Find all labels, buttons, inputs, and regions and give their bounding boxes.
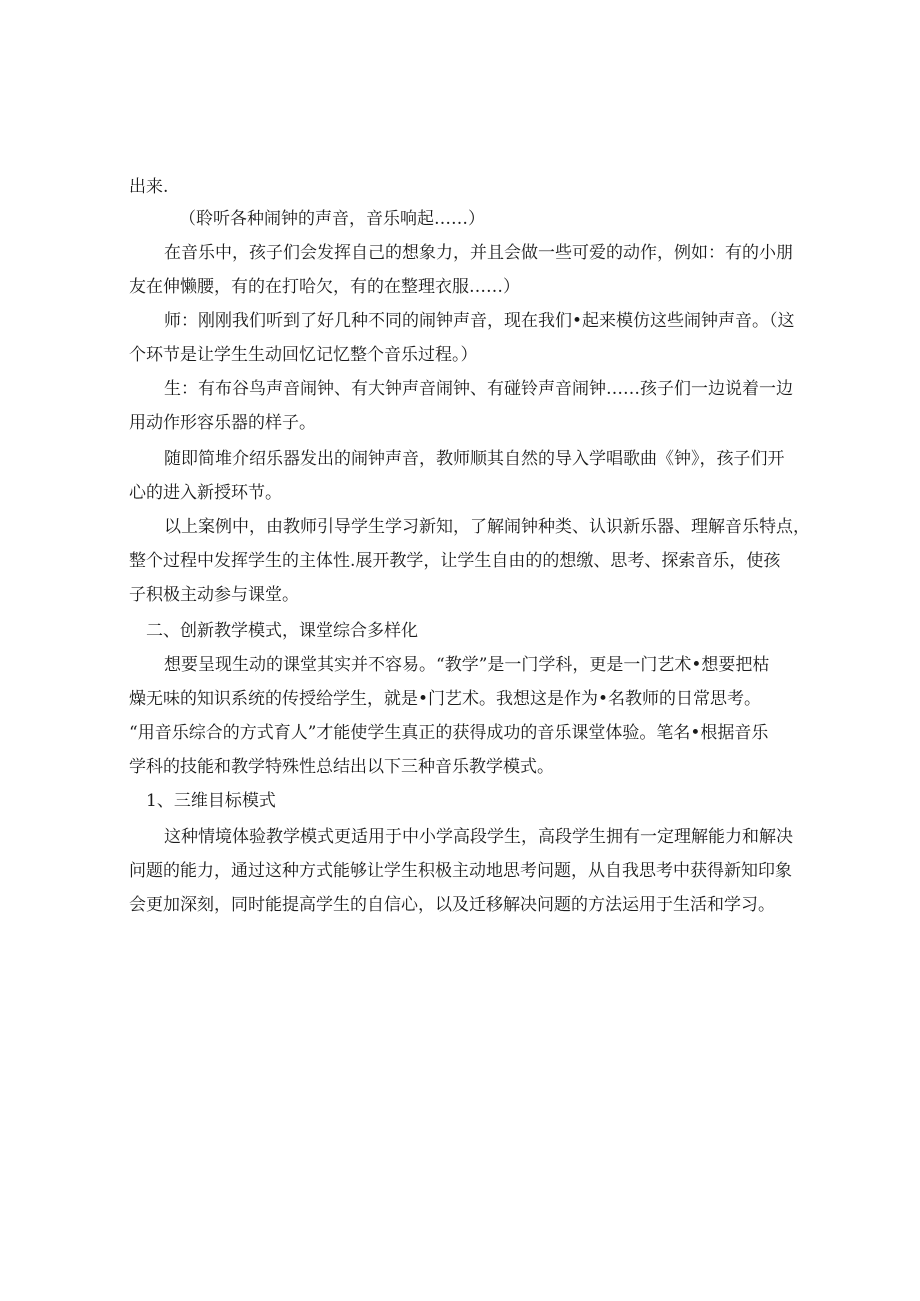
text-line: 师：刚刚我们听到了好几种不同的闹钟声音，现在我们•起来模仿这些闹钟声音。（这 [164,311,795,331]
text-line: 生：有布谷鸟声音闹钟、有大钟声音闹钟、有碰铃声音闹钟……孩子们一边说着一边 [164,379,793,399]
text-line: 心的进入新授环节。 [129,483,282,503]
text-line: 会更加深刻，同时能提高学生的自信心，以及迁移解决问题的方法运用于生活和学习。 [129,895,775,915]
text-line: 想要呈现生动的课堂其实并不容易。“教学”是一门学科，更是一门艺术•想要把枯 [164,655,770,675]
text-line: 子积极主动参与课堂。 [129,585,299,605]
text-line: （聆听各种闹钟的声音，音乐响起……） [179,209,485,229]
text-line: 燥无味的知识系统的传授给学生，就是•门艺术。我想这是作为•名教师的日常思考。 [129,689,762,709]
text-line: 学科的技能和教学特殊性总结出以下三种音乐教学模式。 [129,757,554,777]
text-line: 在音乐中，孩子们会发挥自己的想象力，并且会做一些可爱的动作，例如：有的小朋 [164,243,793,263]
text-line: 友在伸懒腰，有的在打哈欠，有的在整理衣服……） [129,277,520,297]
text-line: 整个过程中发挥学生的主体性.展开教学，让学生自由的的想缴、思考、探索音乐，使孩 [129,551,781,571]
text-line: 出来. [129,177,169,197]
text-line: 这种情境体验教学模式更适用于中小学高段学生，高段学生拥有一定理解能力和解决 [164,827,793,847]
text-line: 用动作形容乐器的样子。 [129,413,316,433]
text-line: “用音乐综合的方式育人”才能使学生真正的获得成功的音乐课堂体验。笔名•根据音乐 [129,723,769,743]
text-line: 以上案例中，由教师引导学生学习新知，了解闹钟种类、认识新乐器、理解音乐特点， [164,517,810,537]
text-line: 随即简堆介绍乐器发出的闹钟声音，教师顺其自然的导入学唱歌曲《钟》，孩子们开 [164,449,785,469]
text-line: 问题的能力，通过这种方式能够让学生积极主动地思考问题，从自我思考中获得新知印象 [129,861,792,881]
section-heading: 二、创新教学模式，课堂综合多样化 [146,621,418,641]
subsection-heading: 1、三维目标模式 [146,791,276,811]
text-line: 个环节是让学生生动回忆记忆整个音乐过程。） [129,345,478,365]
